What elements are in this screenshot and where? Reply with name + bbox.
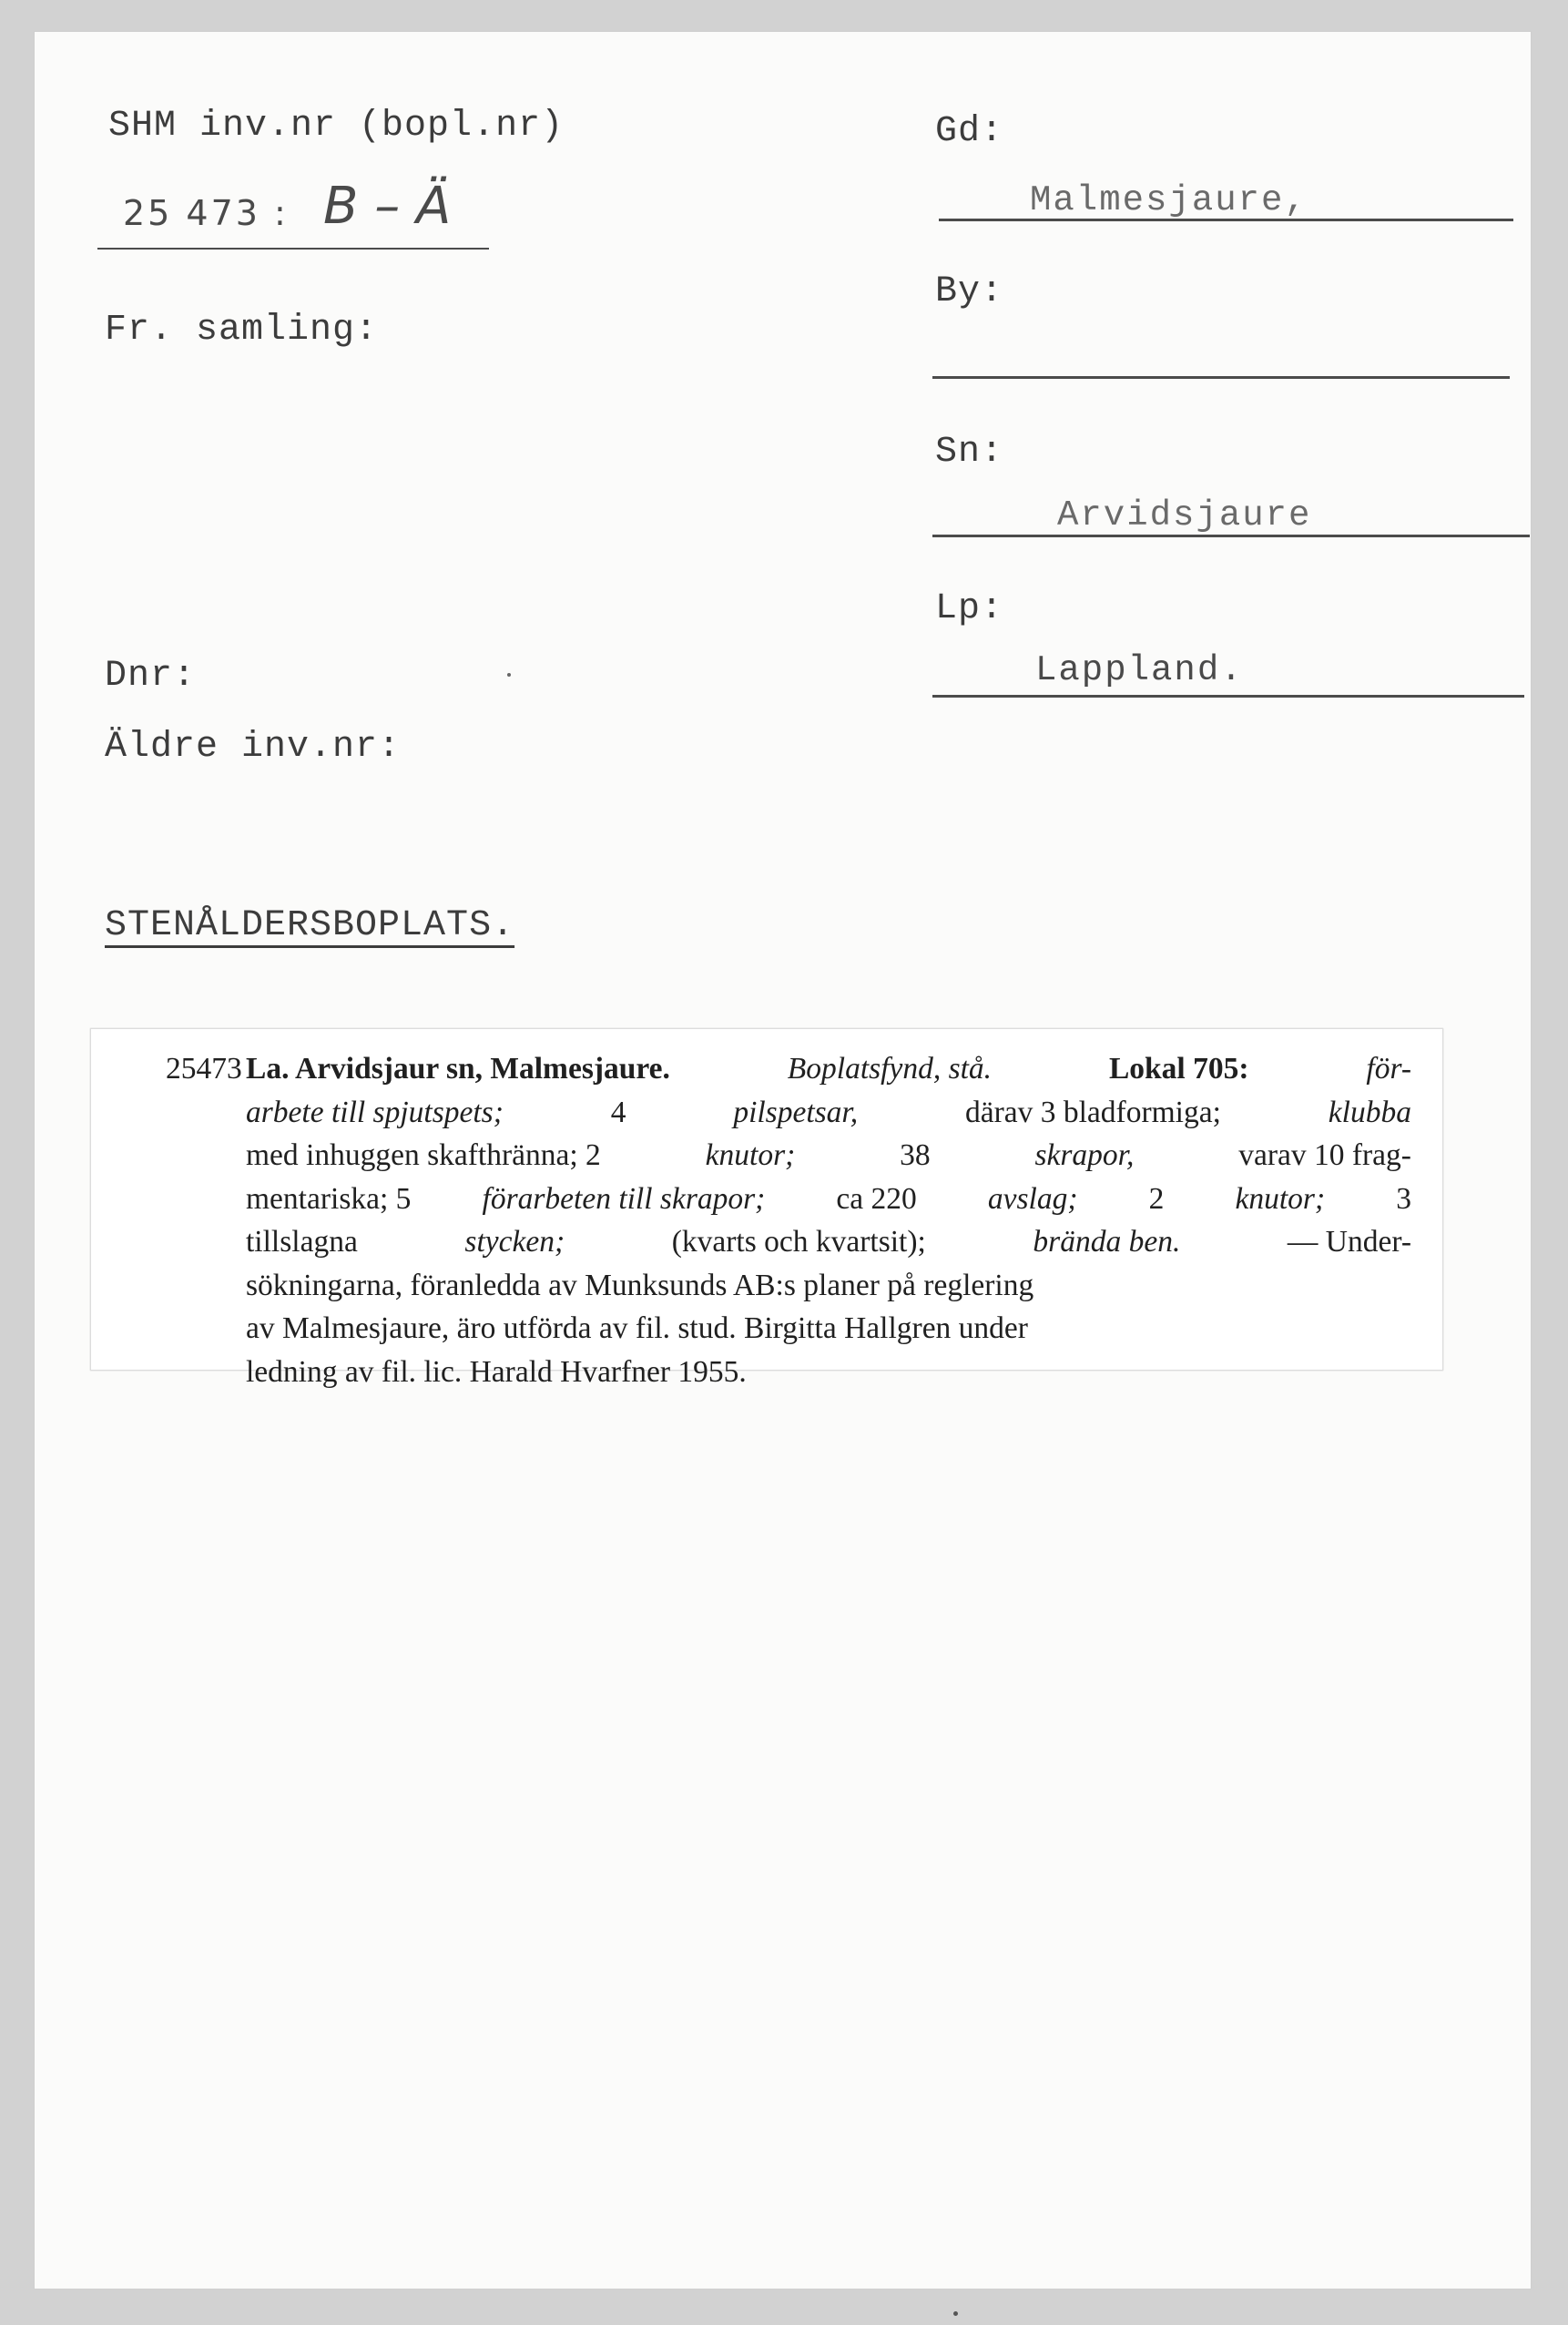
clipping-segment: ca 220 — [836, 1181, 917, 1216]
clipping-line — [246, 1178, 1411, 1221]
clipping-segment: La. Arvidsjaur sn, Malmesjaure. — [246, 1052, 670, 1086]
sn-line — [932, 535, 1530, 537]
clipping-segment: knutor; — [705, 1138, 796, 1172]
speck — [953, 2311, 958, 2316]
gd-label: Gd: — [935, 111, 1004, 152]
clipping-number: 25473 — [166, 1052, 242, 1086]
lp-value: Lappland. — [1035, 650, 1244, 690]
lp-line — [932, 695, 1524, 698]
clipping-segment: skrapor, — [1034, 1138, 1135, 1172]
inventory-label: SHM inv.nr (bopl.nr) — [108, 106, 565, 147]
clipping-segment: 3 — [1396, 1181, 1411, 1216]
by-label: By: — [935, 271, 1004, 312]
clipping-segment: sökningarna, föranledda av Munksunds AB:s planer på reglering — [246, 1268, 1034, 1302]
clipping-segment: 4 — [610, 1095, 626, 1129]
clipping-segment: 2 — [1148, 1181, 1165, 1216]
sn-value: Arvidsjaure — [1057, 495, 1312, 535]
inventory-underline — [97, 248, 489, 250]
clipping-segment: pilspetsar, — [733, 1095, 859, 1129]
clipping-segment: för- — [1366, 1052, 1411, 1086]
clipping-segment: därav 3 bladformiga; — [964, 1095, 1221, 1129]
clipping-segment: arbete till spjutspets; — [246, 1095, 504, 1129]
clipping-segment: tillslagna — [246, 1225, 358, 1259]
speck — [507, 673, 511, 677]
catalog-card — [34, 31, 1532, 2289]
clipping-line — [246, 1264, 1411, 1308]
clipping-segment: klubba — [1328, 1095, 1411, 1129]
heading: STENÅLDERSBOPLATS. — [105, 905, 515, 946]
clipping-segment: brända ben. — [1033, 1225, 1181, 1259]
fr-samling-label: Fr. samling: — [105, 310, 379, 351]
clipping-segment: — Under- — [1287, 1225, 1411, 1259]
clipping-segment: 38 — [900, 1138, 931, 1172]
clipping-segment: ledning av fil. lic. Harald Hvarfner 1955. — [246, 1354, 747, 1389]
clipping-segment: med inhuggen skafthränna; 2 — [246, 1138, 601, 1172]
clipping-line — [246, 1091, 1411, 1135]
clipping-segment: förarbeten till skrapor; — [482, 1181, 766, 1216]
clipping-text — [246, 1047, 1411, 1393]
lp-label: Lp: — [935, 588, 1004, 629]
gd-value: Malmesjaure, — [1030, 180, 1308, 220]
clipping-segment: mentariska; 5 — [246, 1181, 412, 1216]
aldre-inv-label: Äldre inv.nr: — [105, 727, 402, 768]
clipping-line — [246, 1047, 1411, 1091]
clipping-segment: Lokal 705: — [1108, 1052, 1249, 1086]
gd-line — [939, 219, 1513, 221]
inventory-number: 25 473 : — [123, 193, 289, 233]
sn-label: Sn: — [935, 432, 1004, 473]
clipping-segment: avslag; — [987, 1181, 1078, 1216]
clipping-segment: Boplatsfynd, stå. — [787, 1052, 993, 1086]
clipping-segment: av Malmesjaure, äro utförda av fil. stud. Birgitta Hallgren under — [246, 1311, 1028, 1345]
clipping-segment: stycken; — [464, 1225, 565, 1259]
by-line — [932, 376, 1510, 379]
clipping-segment: varav 10 frag- — [1238, 1138, 1411, 1172]
inventory-code: B – Ä — [323, 177, 452, 236]
clipping-line — [246, 1220, 1411, 1264]
clipping-line — [246, 1351, 1411, 1394]
dnr-label: Dnr: — [105, 656, 197, 697]
newspaper-clipping — [90, 1028, 1443, 1389]
clipping-line — [246, 1307, 1411, 1351]
clipping-segment: (kvarts och kvartsit); — [671, 1225, 926, 1259]
clipping-segment: knutor; — [1235, 1181, 1326, 1216]
clipping-line — [246, 1134, 1411, 1178]
